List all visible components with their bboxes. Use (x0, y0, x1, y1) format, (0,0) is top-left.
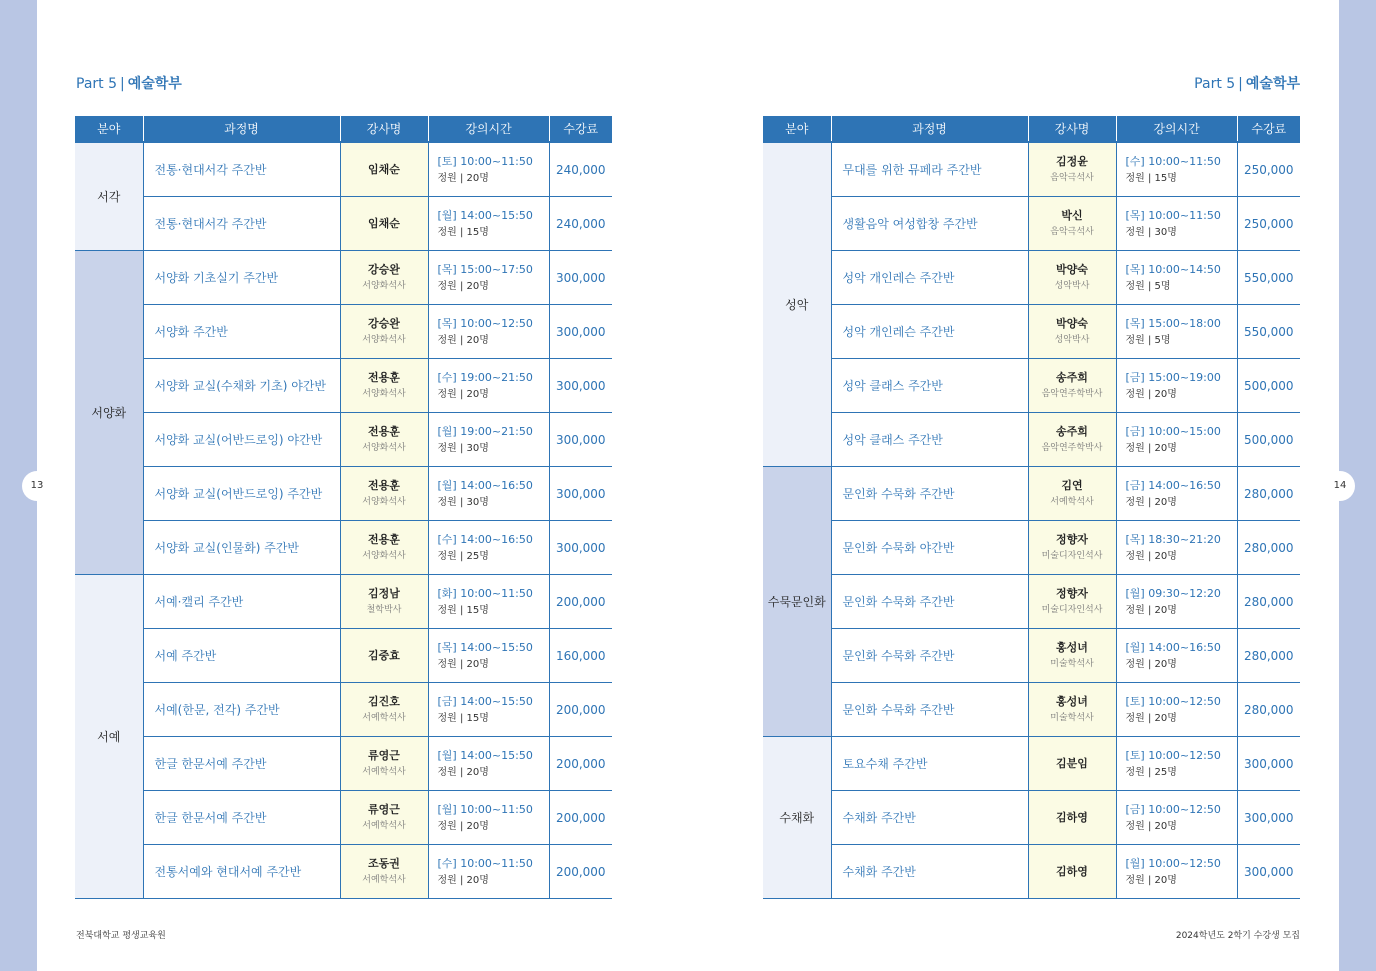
schedule-cell (1116, 467, 1237, 521)
instructor-cell (340, 467, 428, 521)
table-row (763, 737, 1300, 791)
instructor-name: 김하영 (1056, 810, 1088, 824)
instructor-cell (1028, 142, 1116, 197)
tuition-fee: 300,000 (549, 359, 612, 413)
tuition-fee: 300,000 (549, 413, 612, 467)
table-row (75, 413, 612, 467)
class-time: [월] 14:00~16:50 (1125, 640, 1221, 654)
instructor-cell (340, 683, 428, 737)
instructor-name: 김분임 (1056, 756, 1088, 770)
table-header (75, 116, 612, 142)
table-row (75, 737, 612, 791)
class-time: [수] 19:00~21:50 (437, 370, 533, 384)
tuition-fee: 500,000 (1237, 359, 1300, 413)
table-row (75, 251, 612, 305)
left-page (37, 0, 688, 971)
class-capacity: 정원 | 20명 (1125, 388, 1177, 400)
instructor-name: 전용훈 (368, 370, 400, 384)
instructor-cell (1028, 575, 1116, 629)
table-row (75, 142, 612, 197)
course-name: 서양화 교실(어반드로잉) 주간반 (143, 467, 340, 521)
course-table-right (763, 116, 1300, 899)
course-name: 성악 개인레슨 주간반 (831, 251, 1028, 305)
instructor-degree: 서양화석사 (362, 496, 406, 507)
schedule-cell (428, 683, 549, 737)
instructor-name: 임채순 (368, 162, 400, 176)
column-header: 강의시간 (428, 116, 549, 142)
instructor-cell (340, 197, 428, 251)
table-row (763, 359, 1300, 413)
class-capacity: 정원 | 20명 (1125, 820, 1177, 832)
course-name: 문인화 수묵화 주간반 (831, 629, 1028, 683)
tuition-fee: 280,000 (1237, 521, 1300, 575)
table-row (75, 197, 612, 251)
class-time: [목] 10:00~12:50 (437, 316, 533, 330)
course-name: 성악 클래스 주간반 (831, 413, 1028, 467)
tuition-fee: 300,000 (1237, 791, 1300, 845)
tuition-fee: 300,000 (1237, 737, 1300, 791)
tuition-fee: 200,000 (549, 575, 612, 629)
course-table-left (75, 116, 612, 899)
table-row (763, 467, 1300, 521)
instructor-degree: 미술디자인석사 (1041, 550, 1103, 561)
instructor-cell (1028, 629, 1116, 683)
schedule-cell (428, 413, 549, 467)
instructor-cell (340, 359, 428, 413)
course-name: 한글 한문서예 주간반 (143, 737, 340, 791)
schedule-cell (428, 521, 549, 575)
class-time: [화] 10:00~11:50 (437, 586, 533, 600)
instructor-degree: 서예학석사 (362, 874, 406, 885)
column-header: 과정명 (831, 116, 1028, 142)
instructor-cell (340, 142, 428, 197)
class-capacity: 정원 | 5명 (1125, 280, 1171, 292)
course-name: 문인화 수묵화 주간반 (831, 575, 1028, 629)
column-header: 강의시간 (1116, 116, 1237, 142)
table-row (763, 197, 1300, 251)
course-name: 문인화 수묵화 주간반 (831, 467, 1028, 521)
table-row (763, 683, 1300, 737)
instructor-name: 임채순 (368, 216, 400, 230)
class-time: [수] 10:00~11:50 (1125, 154, 1221, 168)
class-time: [토] 10:00~12:50 (1125, 694, 1221, 708)
course-name: 문인화 수묵화 주간반 (831, 683, 1028, 737)
instructor-cell (340, 629, 428, 683)
course-name: 전통·현대서각 주간반 (143, 197, 340, 251)
class-capacity: 정원 | 15명 (437, 604, 489, 616)
class-time: [목] 18:30~21:20 (1125, 532, 1221, 546)
table-row (763, 413, 1300, 467)
course-name: 성악 개인레슨 주간반 (831, 305, 1028, 359)
separator: | (1238, 76, 1243, 92)
instructor-name: 강승완 (368, 262, 400, 276)
class-capacity: 정원 | 5명 (1125, 334, 1171, 346)
class-capacity: 정원 | 20명 (1125, 550, 1177, 562)
class-time: [금] 10:00~15:00 (1125, 424, 1221, 438)
tuition-fee: 250,000 (1237, 142, 1300, 197)
column-header: 분야 (75, 116, 143, 142)
category-cell: 서각 (75, 142, 143, 251)
schedule-cell (428, 142, 549, 197)
tuition-fee: 200,000 (549, 737, 612, 791)
column-header: 수강료 (1237, 116, 1300, 142)
schedule-cell (428, 251, 549, 305)
table-row (763, 629, 1300, 683)
instructor-name: 김하영 (1056, 864, 1088, 878)
class-capacity: 정원 | 20명 (1125, 658, 1177, 670)
schedule-cell (1116, 737, 1237, 791)
class-capacity: 정원 | 20명 (437, 334, 489, 346)
table-row (75, 359, 612, 413)
instructor-name: 류영근 (368, 802, 400, 816)
part-heading-left (76, 73, 182, 93)
class-time: [목] 15:00~18:00 (1125, 316, 1221, 330)
instructor-name: 강승완 (368, 316, 400, 330)
class-time: [월] 10:00~12:50 (1125, 856, 1221, 870)
instructor-cell (340, 737, 428, 791)
tuition-fee: 280,000 (1237, 575, 1300, 629)
section-title: 예술학부 (127, 76, 182, 92)
instructor-degree: 미술디자인석사 (1041, 604, 1103, 615)
class-capacity: 정원 | 30명 (437, 442, 489, 454)
instructor-degree: 성악박사 (1054, 334, 1090, 345)
course-name: 수채화 주간반 (831, 791, 1028, 845)
instructor-name: 김정남 (368, 586, 400, 600)
course-name: 서양화 주간반 (143, 305, 340, 359)
page-number-left: 13 (22, 471, 52, 501)
class-capacity: 정원 | 15명 (437, 226, 489, 238)
instructor-name: 홍성녀 (1056, 694, 1088, 708)
tuition-fee: 550,000 (1237, 305, 1300, 359)
instructor-degree: 미술학석사 (1050, 712, 1094, 723)
instructor-degree: 서양화석사 (362, 334, 406, 345)
footer-left: 전북대학교 평생교육원 (76, 931, 166, 941)
instructor-name: 정향자 (1056, 586, 1088, 600)
course-name: 수채화 주간반 (831, 845, 1028, 899)
instructor-name: 박양숙 (1056, 262, 1088, 276)
instructor-degree: 서양화석사 (362, 442, 406, 453)
instructor-name: 류영근 (368, 748, 400, 762)
class-time: [월] 14:00~15:50 (437, 208, 533, 222)
instructor-name: 김중효 (368, 648, 400, 662)
instructor-cell (340, 251, 428, 305)
category-cell: 수채화 (763, 737, 831, 899)
course-name: 문인화 수묵화 야간반 (831, 521, 1028, 575)
schedule-cell (1116, 629, 1237, 683)
tuition-fee: 250,000 (1237, 197, 1300, 251)
table-row (75, 791, 612, 845)
class-capacity: 정원 | 20명 (437, 766, 489, 778)
category-cell: 수묵문인화 (763, 467, 831, 737)
class-capacity: 정원 | 20명 (437, 658, 489, 670)
class-capacity: 정원 | 15명 (437, 712, 489, 724)
instructor-cell (1028, 413, 1116, 467)
class-capacity: 정원 | 20명 (437, 388, 489, 400)
class-capacity: 정원 | 20명 (1125, 874, 1177, 886)
instructor-cell (1028, 737, 1116, 791)
table-row (763, 521, 1300, 575)
class-capacity: 정원 | 20명 (437, 280, 489, 292)
table-row (763, 142, 1300, 197)
instructor-degree: 음악극석사 (1050, 172, 1094, 183)
instructor-cell (340, 575, 428, 629)
class-time: [금] 14:00~16:50 (1125, 478, 1221, 492)
instructor-name: 전용훈 (368, 478, 400, 492)
schedule-cell (1116, 521, 1237, 575)
column-header: 강사명 (340, 116, 428, 142)
column-header: 분야 (763, 116, 831, 142)
instructor-degree: 미술학석사 (1050, 658, 1094, 669)
class-capacity: 정원 | 20명 (1125, 712, 1177, 724)
footer-right: 2024학년도 2학기 수강생 모집 (1175, 931, 1300, 941)
instructor-degree: 서예학석사 (362, 712, 406, 723)
table-row (75, 305, 612, 359)
instructor-cell (340, 305, 428, 359)
class-time: [목] 10:00~11:50 (1125, 208, 1221, 222)
schedule-cell (1116, 305, 1237, 359)
category-cell: 서양화 (75, 251, 143, 575)
table-row (763, 575, 1300, 629)
instructor-degree: 철학박사 (366, 604, 402, 615)
course-name: 무대를 위한 뮤페라 주간반 (831, 142, 1028, 197)
tuition-fee: 200,000 (549, 845, 612, 899)
instructor-degree: 서예학석사 (362, 820, 406, 831)
course-name: 토요수채 주간반 (831, 737, 1028, 791)
course-name: 서예 주간반 (143, 629, 340, 683)
schedule-cell (428, 305, 549, 359)
class-time: [토] 10:00~11:50 (437, 154, 533, 168)
class-capacity: 정원 | 20명 (1125, 496, 1177, 508)
class-capacity: 정원 | 30명 (437, 496, 489, 508)
class-time: [월] 14:00~16:50 (437, 478, 533, 492)
part-label: Part 5 (1194, 76, 1236, 92)
table-row (763, 251, 1300, 305)
schedule-cell (1116, 142, 1237, 197)
class-time: [월] 09:30~12:20 (1125, 586, 1221, 600)
instructor-name: 조동권 (368, 856, 400, 870)
instructor-cell (1028, 197, 1116, 251)
category-cell: 서예 (75, 575, 143, 899)
class-time: [월] 10:00~11:50 (437, 802, 533, 816)
instructor-degree: 서양화석사 (362, 388, 406, 399)
instructor-name: 송주희 (1056, 370, 1088, 384)
instructor-degree: 서양화석사 (362, 550, 406, 561)
schedule-cell (428, 629, 549, 683)
part-label: Part 5 (76, 76, 117, 92)
tuition-fee: 500,000 (1237, 413, 1300, 467)
class-capacity: 정원 | 20명 (437, 874, 489, 886)
schedule-cell (1116, 251, 1237, 305)
instructor-cell (340, 521, 428, 575)
tuition-fee: 300,000 (549, 305, 612, 359)
column-header: 수강료 (549, 116, 612, 142)
instructor-cell (1028, 845, 1116, 899)
schedule-cell (1116, 197, 1237, 251)
class-capacity: 정원 | 20명 (437, 820, 489, 832)
course-name: 서양화 교실(인물화) 주간반 (143, 521, 340, 575)
instructor-degree: 음악연주학박사 (1041, 442, 1103, 453)
schedule-cell (1116, 845, 1237, 899)
course-name: 전통·현대서각 주간반 (143, 142, 340, 197)
instructor-cell (340, 845, 428, 899)
class-time: [월] 19:00~21:50 (437, 424, 533, 438)
class-capacity: 정원 | 25명 (437, 550, 489, 562)
instructor-name: 홍성녀 (1056, 640, 1088, 654)
tuition-fee: 200,000 (549, 683, 612, 737)
class-time: [금] 14:00~15:50 (437, 694, 533, 708)
instructor-name: 김연 (1061, 478, 1083, 492)
course-name: 전통서예와 현대서예 주간반 (143, 845, 340, 899)
table-row (75, 575, 612, 629)
instructor-cell (1028, 467, 1116, 521)
column-header: 강사명 (1028, 116, 1116, 142)
class-capacity: 정원 | 25명 (1125, 766, 1177, 778)
table-header (763, 116, 1300, 142)
instructor-name: 박신 (1061, 208, 1083, 222)
class-capacity: 정원 | 20명 (1125, 442, 1177, 454)
course-name: 서예(한문, 전각) 주간반 (143, 683, 340, 737)
instructor-name: 김정윤 (1056, 154, 1088, 168)
schedule-cell (1116, 683, 1237, 737)
tuition-fee: 280,000 (1237, 629, 1300, 683)
class-time: [목] 10:00~14:50 (1125, 262, 1221, 276)
course-name: 서양화 기초실기 주간반 (143, 251, 340, 305)
page-number-right: 14 (1325, 471, 1355, 501)
class-capacity: 정원 | 20명 (1125, 604, 1177, 616)
schedule-cell (1116, 791, 1237, 845)
schedule-cell (428, 791, 549, 845)
instructor-name: 박양숙 (1056, 316, 1088, 330)
tuition-fee: 300,000 (549, 251, 612, 305)
class-time: [월] 14:00~15:50 (437, 748, 533, 762)
class-capacity: 정원 | 30명 (1125, 226, 1177, 238)
class-time: [목] 15:00~17:50 (437, 262, 533, 276)
instructor-degree: 서양화석사 (362, 280, 406, 291)
instructor-name: 전용훈 (368, 424, 400, 438)
class-time: [목] 14:00~15:50 (437, 640, 533, 654)
tuition-fee: 240,000 (549, 197, 612, 251)
class-capacity: 정원 | 15명 (1125, 172, 1177, 184)
table-row (75, 629, 612, 683)
schedule-cell (428, 845, 549, 899)
instructor-degree: 서예학석사 (1050, 496, 1094, 507)
table-row (75, 683, 612, 737)
instructor-cell (1028, 251, 1116, 305)
instructor-name: 김진호 (368, 694, 400, 708)
tuition-fee: 280,000 (1237, 467, 1300, 521)
instructor-name: 송주희 (1056, 424, 1088, 438)
course-name: 서양화 교실(어반드로잉) 야간반 (143, 413, 340, 467)
table-row (75, 467, 612, 521)
class-time: [금] 15:00~19:00 (1125, 370, 1221, 384)
schedule-cell (428, 197, 549, 251)
schedule-cell (428, 737, 549, 791)
schedule-cell (1116, 359, 1237, 413)
tuition-fee: 300,000 (549, 467, 612, 521)
instructor-cell (340, 413, 428, 467)
instructor-cell (1028, 359, 1116, 413)
tuition-fee: 300,000 (1237, 845, 1300, 899)
tuition-fee: 300,000 (549, 521, 612, 575)
tuition-fee: 280,000 (1237, 683, 1300, 737)
tuition-fee: 160,000 (549, 629, 612, 683)
instructor-cell (1028, 521, 1116, 575)
course-name: 서양화 교실(수채화 기초) 야간반 (143, 359, 340, 413)
class-capacity: 정원 | 20명 (437, 172, 489, 184)
instructor-name: 전용훈 (368, 532, 400, 546)
schedule-cell (428, 575, 549, 629)
schedule-cell (428, 467, 549, 521)
section-title: 예술학부 (1245, 76, 1300, 92)
instructor-name: 정향자 (1056, 532, 1088, 546)
course-name: 성악 클래스 주간반 (831, 359, 1028, 413)
right-page (688, 0, 1339, 971)
course-name: 한글 한문서예 주간반 (143, 791, 340, 845)
category-cell: 성악 (763, 142, 831, 467)
tuition-fee: 550,000 (1237, 251, 1300, 305)
column-header: 과정명 (143, 116, 340, 142)
tuition-fee: 200,000 (549, 791, 612, 845)
instructor-degree: 성악박사 (1054, 280, 1090, 291)
table-row (75, 521, 612, 575)
class-time: [금] 10:00~12:50 (1125, 802, 1221, 816)
table-row (75, 845, 612, 899)
course-name: 서예·캘리 주간반 (143, 575, 340, 629)
instructor-cell (1028, 791, 1116, 845)
table-row (763, 305, 1300, 359)
table-row (763, 845, 1300, 899)
schedule-cell (1116, 413, 1237, 467)
tuition-fee: 240,000 (549, 142, 612, 197)
table-row (763, 791, 1300, 845)
class-time: [수] 10:00~11:50 (437, 856, 533, 870)
class-time: [토] 10:00~12:50 (1125, 748, 1221, 762)
schedule-cell (428, 359, 549, 413)
schedule-cell (1116, 575, 1237, 629)
instructor-degree: 음악연주학박사 (1041, 388, 1103, 399)
class-time: [수] 14:00~16:50 (437, 532, 533, 546)
instructor-cell (1028, 683, 1116, 737)
separator: | (120, 76, 125, 92)
instructor-cell (1028, 305, 1116, 359)
instructor-degree: 음악극석사 (1050, 226, 1094, 237)
part-heading-right (1194, 73, 1300, 93)
instructor-cell (340, 791, 428, 845)
course-name: 생활음악 여성합창 주간반 (831, 197, 1028, 251)
instructor-degree: 서예학석사 (362, 766, 406, 777)
